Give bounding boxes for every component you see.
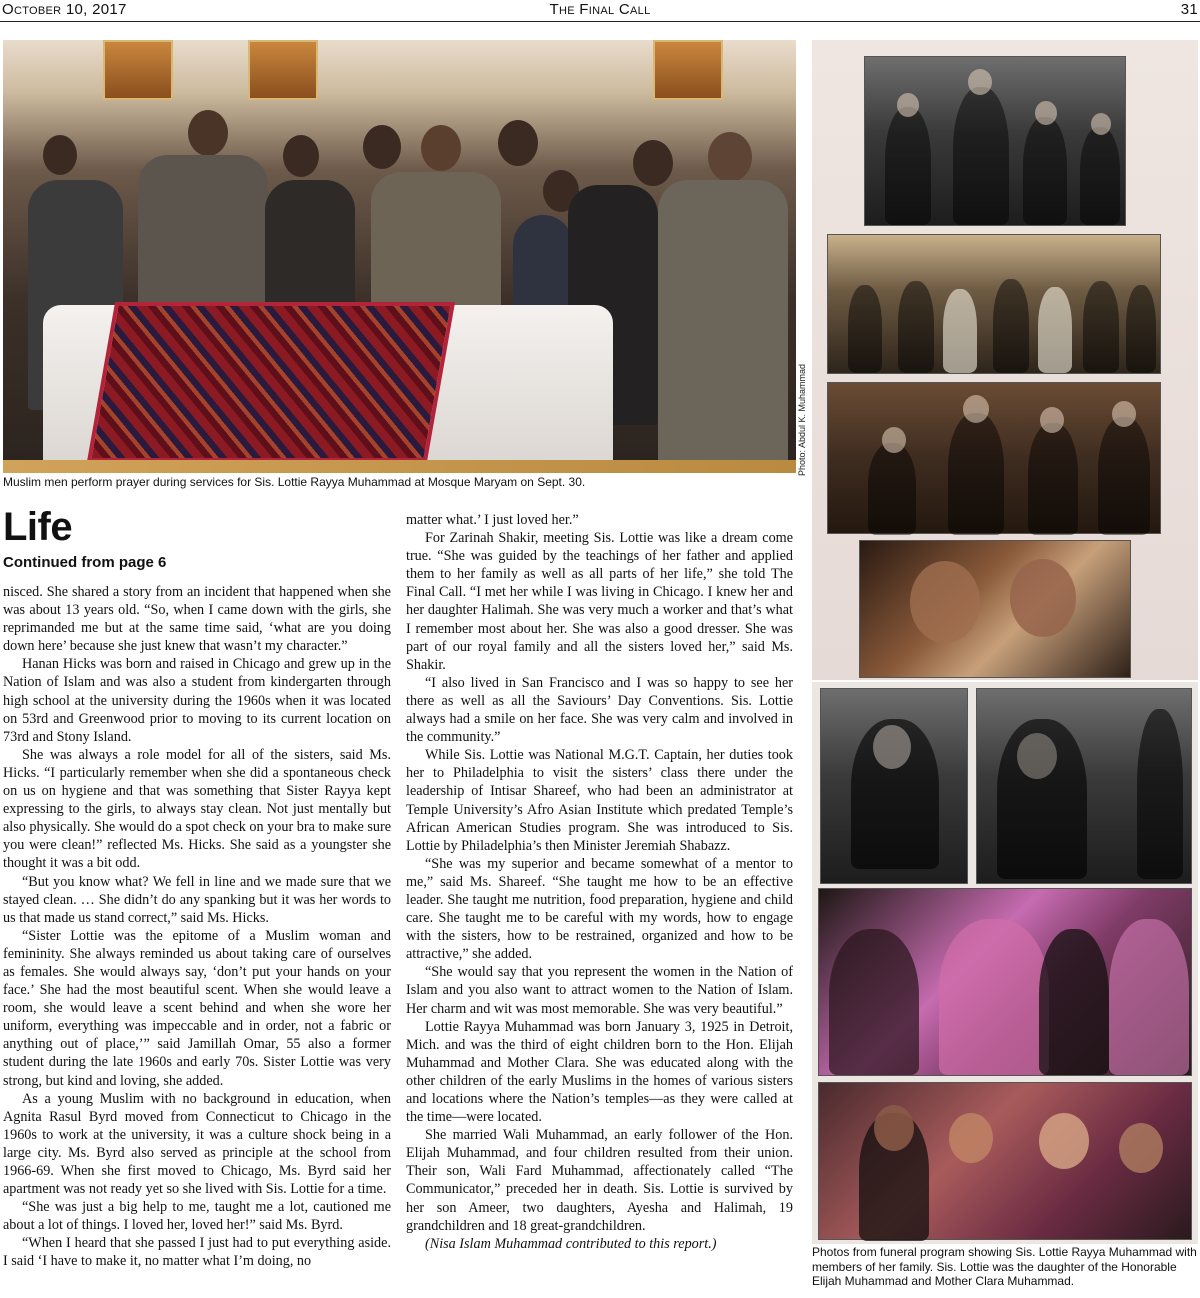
paragraph: While Sis. Lottie was National M.G.T. Captain, her duties took her to Philadelphia to visit the sisters’ class there under the leadership of Intisar Shareef, who had been an administrator at Temple University’s Afro Asian Institute which predated Temple’s African American Studies program. She was introduced to Sis. Lottie by Philadelphia’s then Minister Jeremiah Shabazz. bbox=[406, 747, 793, 854]
contributor-credit: (Nisa Islam Muhammad contributed to this report.) bbox=[425, 1235, 717, 1252]
running-header bbox=[0, 0, 1200, 22]
paragraph: “But you know what? We fell in line and we made sure that we stayed clean. … She didn’t do any spanking but it was her words to us that made us stand correct,” said Ms. Hicks. bbox=[3, 873, 391, 926]
paragraph: Hanan Hicks was born and raised in Chicago and grew up in the Nation of Islam and was also a student from kindergarten through high school at the university during the 1960s when it was located on 53rd and Greenwood prior to moving to its current location on 73rd and Stony Island. bbox=[3, 656, 391, 745]
paragraph: Lottie Rayya Muhammad was born January 3, 1925 in Detroit, Mich. and was the third of eight children born to the Hon. Elijah Muhammad and Mother Clara. She was educated along with the other children of the early Muslims in the homes of various sisters and locations where the Nation’s temples—as they were called at the time—were located. bbox=[406, 1018, 793, 1126]
publication-name: The Final Call bbox=[549, 1, 651, 18]
family-photo-8 bbox=[818, 1082, 1192, 1240]
funeral-program-page-lower bbox=[812, 682, 1198, 1244]
family-photo-4 bbox=[859, 540, 1131, 678]
paragraph: “She was my superior and became somewhat of a mentor to me,” said Ms. Shareef. “She taught me how to be an effective leader. She taught me nutrition, food preparation, hygiene and child care. She taught me to be careful with my words, how to engage with the sisters, how to be restrained, organized and how to be attractive,” she added. bbox=[406, 855, 793, 963]
page-number: 31 bbox=[1180, 1, 1198, 18]
paragraph: As a young Muslim with no background in education, when Agnita Rasul Byrd moved from Connecticut to Chicago in the 1960s to work at the university, it was a culture shock being in a large city. Ms. Byrd also served as principle at the school from 1966-69. When she first moved to Chicago, Ms. Byrd said her apartment was not ready yet so she lived with Sis. Lottie for a time. bbox=[3, 1090, 391, 1198]
paragraph: She married Wali Muhammad, an early follower of the Hon. Elijah Muhammad, and four children resulted from their union. Their son, Wali Fard Muhammad, affectionately called “The Communicator,” preceded her in death. Sis. Lottie is survived by her son Ameer, two daughters, Ayesha and Halimah, 19 grandchildren and 18 great-grandchildren. bbox=[406, 1127, 793, 1234]
funeral-prayer-photo bbox=[3, 40, 796, 473]
issue-date: October 10, 2017 bbox=[2, 1, 127, 18]
paragraph: “Sister Lottie was the epitome of a Muslim woman and femininity. She always reminded us about taking care of ourselves as females. She would always say, ‘don’t put your hands on your face.’ She had the most beautiful scent. When she would leave a room, she would leave a scent behind and when she wore her uniform, everything was impeccable and in order, not a fabric or anything out of place,’” said Jamillah Omar, 55 also a former student during the late 1960s and early 70s. Sister Lottie was very strong, but kind and loving, she added. bbox=[3, 927, 391, 1089]
paragraph: “She was just a big help to me, taught me a lot, cautioned me about a lot of things. I loved her, loved her!” said Ms. Byrd. bbox=[3, 1199, 391, 1234]
family-photo-6 bbox=[976, 688, 1192, 884]
photo-credit: Photo: Abdul K. Muhammad bbox=[797, 363, 807, 476]
top-photo-caption: Muslim men perform prayer during services for Sis. Lottie Rayya Muhammad at Mosque Maryam on Sept. 30. bbox=[3, 475, 586, 489]
paragraph: nisced. She shared a story from an incident that happened when she was about 13 years old. “So, when I came down with the girls, she reprimanded me but at the same time said, ‘what are you doing down here’ because she just knew that wasn’t my character.” bbox=[3, 584, 391, 655]
paragraph: “I also lived in San Francisco and I was so happy to see her there as well as all the Saviours’ Day Conventions. Sis. Lottie always had a smile on her face. She was very calm and involved in the community.” bbox=[406, 674, 793, 746]
article-column-right bbox=[406, 511, 793, 1253]
paragraph: For Zarinah Shakir, meeting Sis. Lottie was like a dream come true. “She was guided by the teachings of her father and applied them to her family as well as all parts of her life,” she told The Final Call. “I met her while I was living in Chicago. I knew her and her daughter Halimah. She was very much a worker and that’s what I remember most about her. She was also a good dresser. She was part of our royal family and all the sisters loved her,” said Ms. Shakir. bbox=[406, 530, 793, 673]
paragraph: “When I heard that she passed I just had to put everything aside. I said ‘I have to make it, no matter what I’m doing, no bbox=[3, 1235, 391, 1270]
family-photo-2 bbox=[827, 234, 1161, 374]
family-photo-5 bbox=[820, 688, 968, 884]
paragraph: “She would say that you represent the women in the Nation of Islam and you also want to attract women to the Nation of Islam. Her charm and wit was most memorable. She was very beautiful.” bbox=[406, 964, 793, 1017]
paragraph: She was always a role model for all of the sisters, said Ms. Hicks. “I particularly remember when she did a spontaneous check on us on hygiene and that was something that Sister Rayya kept expressing to the girls, to always stay clean. Not just mentally but also physically. She would do a spot check on your bra to make sure you were clean!” reflected Ms. Hicks. She said as a youngster she thought it was a bit odd. bbox=[3, 746, 391, 872]
article-headline: Life bbox=[3, 505, 73, 549]
family-photo-3 bbox=[827, 382, 1161, 534]
paragraph: matter what.’ I just loved her.” bbox=[406, 512, 579, 528]
article-column-left bbox=[3, 583, 391, 1271]
family-photo-1 bbox=[864, 56, 1126, 226]
family-photo-7 bbox=[818, 888, 1192, 1076]
continued-from-line: Continued from page 6 bbox=[3, 554, 167, 571]
funeral-program-page-upper bbox=[812, 40, 1198, 680]
side-photos-caption: Photos from funeral program showing Sis. Lottie Rayya Muhammad with members of her family. Sis. Lottie was the daughter of the Honorable Elijah Muhammad and Mother Clara Muhammad. bbox=[812, 1245, 1197, 1288]
